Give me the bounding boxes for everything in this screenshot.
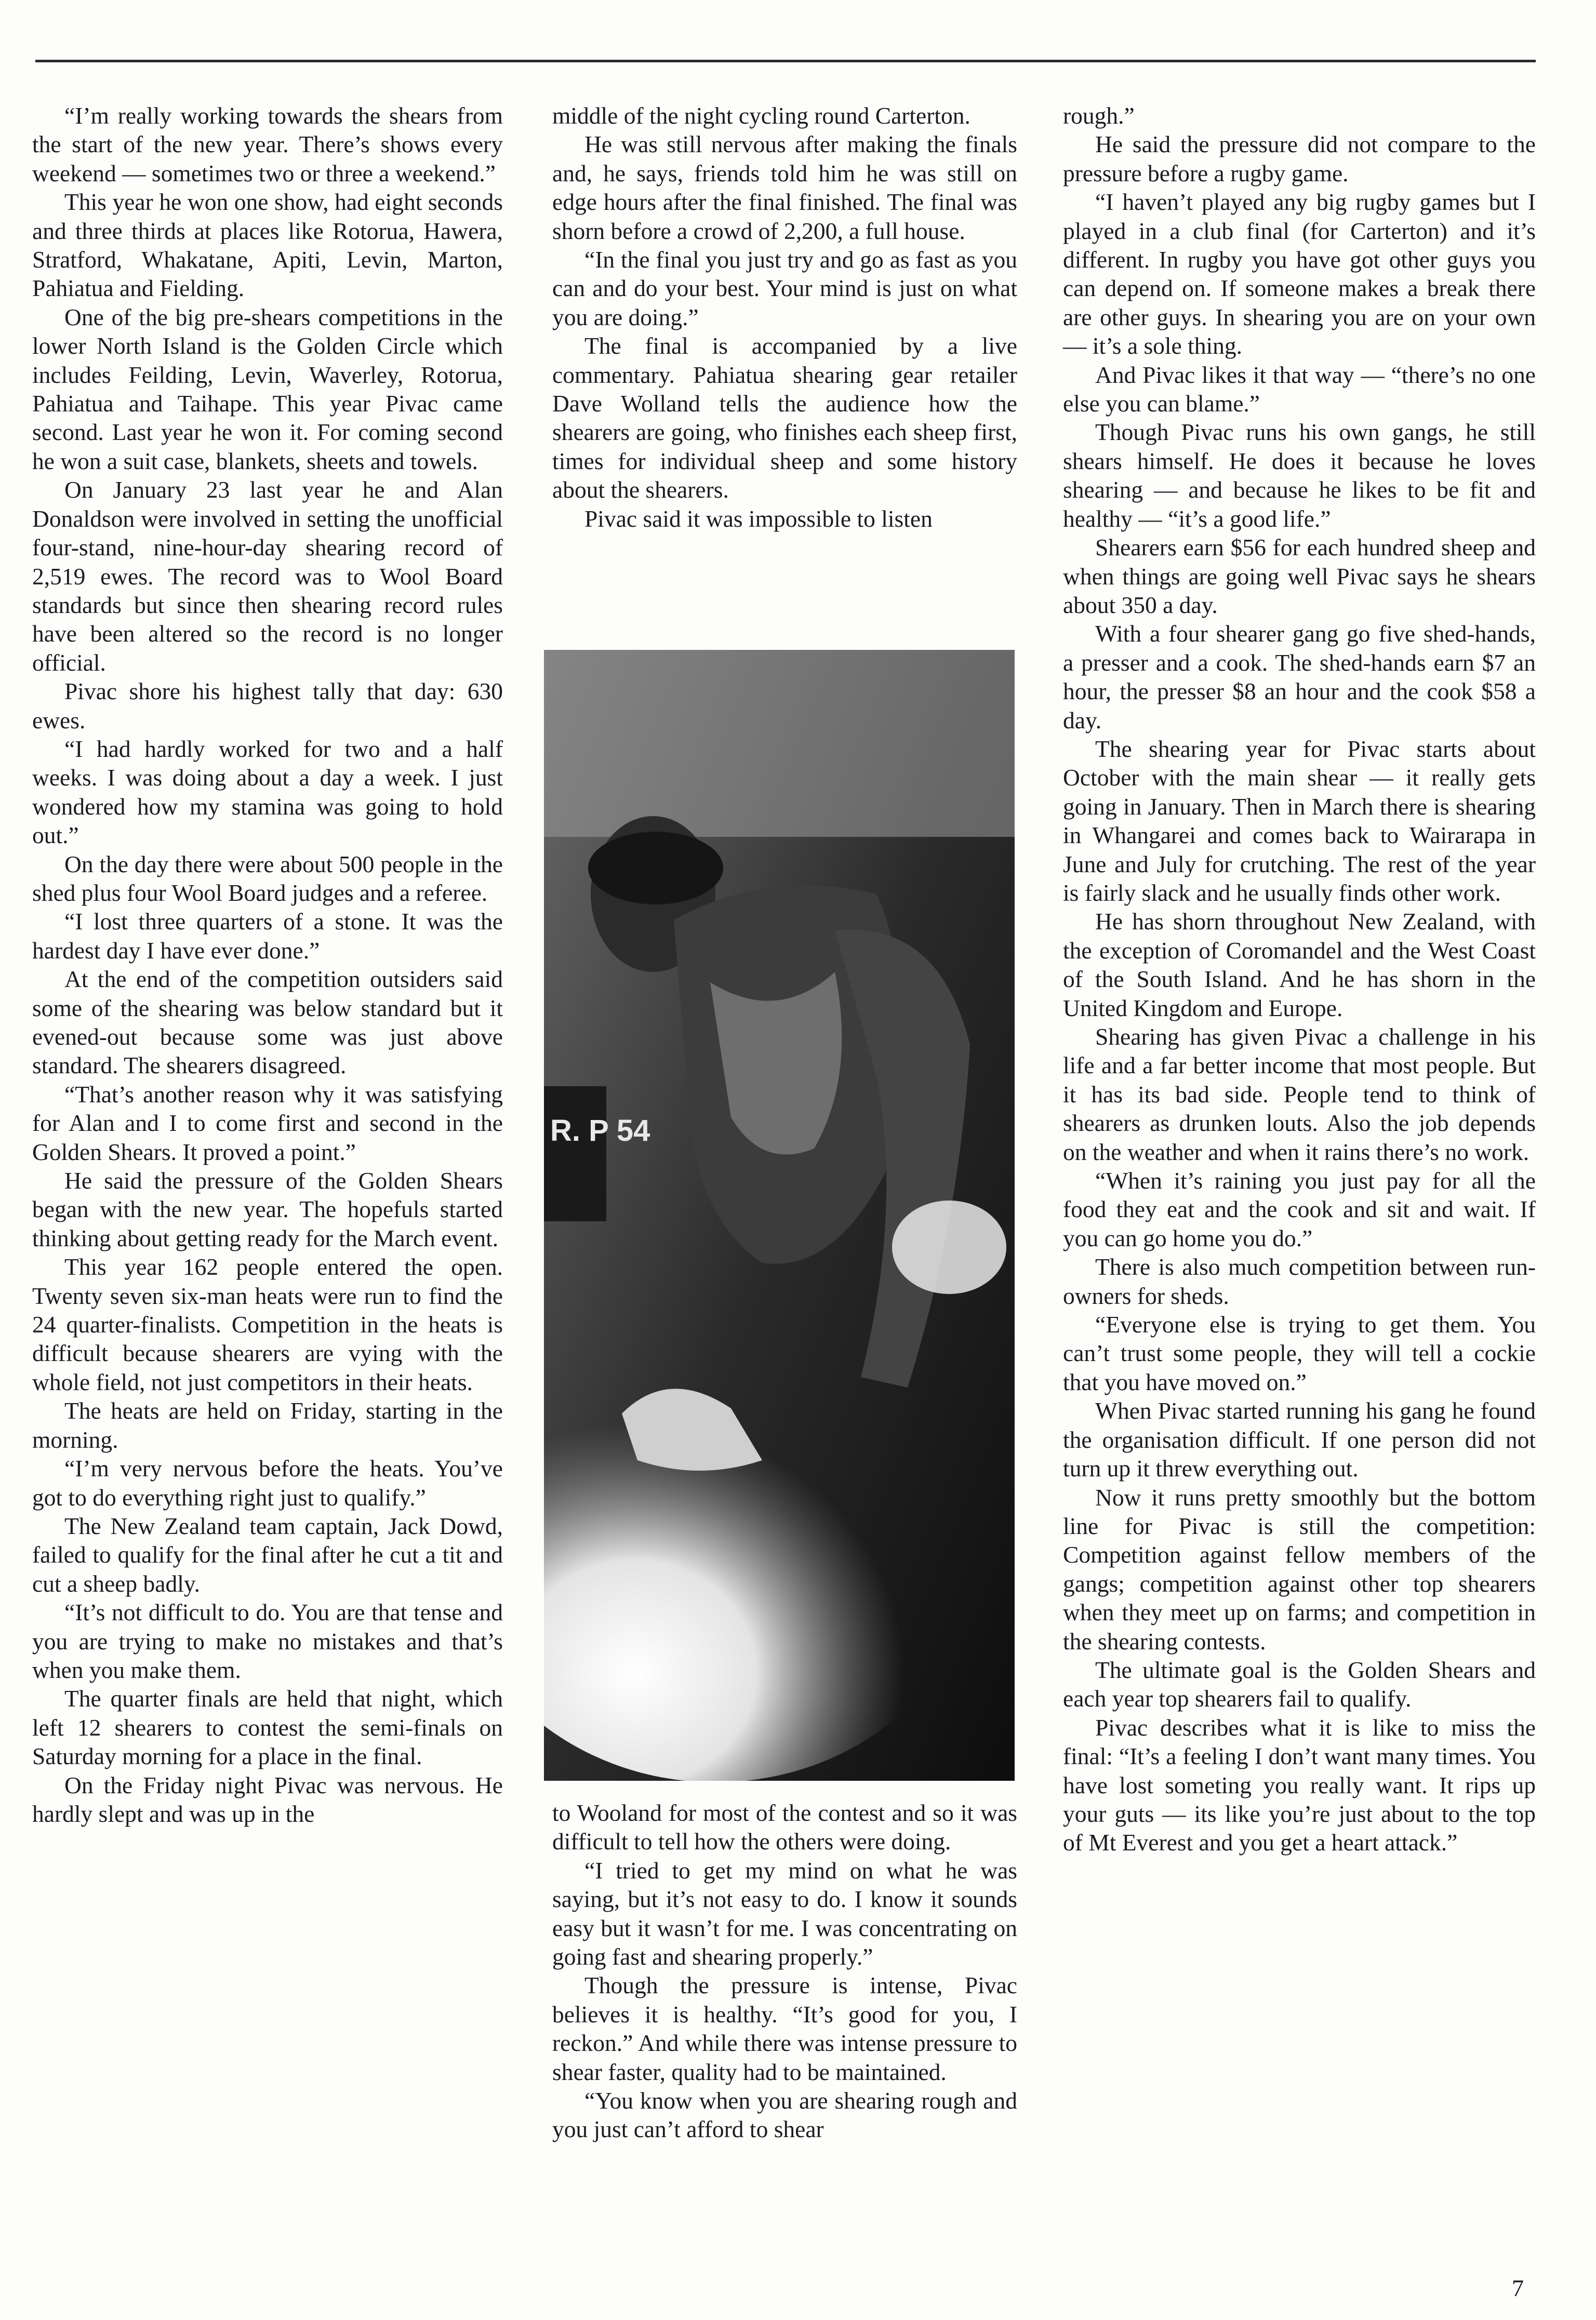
paragraph: middle of the night cycling round Carterton. <box>552 102 970 129</box>
paragraph: rough.” <box>1063 102 1135 129</box>
paragraph: “It’s not difficult to do. You are that tense and you are trying to make no mistakes and that’s when you make them. <box>32 1599 503 1683</box>
article-column-2-bottom <box>552 1798 1017 2144</box>
paragraph: Pivac said it was impossible to listen <box>584 505 933 532</box>
paragraph: There is also much competition between run-owners for sheds. <box>1063 1254 1536 1309</box>
paragraph: “When it’s raining you just pay for all the food they eat and the cook and sit and wait. If you can go home you do.” <box>1063 1167 1536 1251</box>
paragraph: When Pivac started running his gang he found the organisation difficult. If one person did not turn up it threw everything out. <box>1063 1397 1536 1482</box>
paragraph: On January 23 last year he and Alan Donaldson were involved in setting the unofficial four-stand, nine-hour-day shearing record of 2,519 ewes. The record was to Wool Board standards but since then shearing record rules have been altered so the record is no longer official. <box>32 476 503 676</box>
paragraph: The heats are held on Friday, starting in the morning. <box>32 1397 503 1453</box>
paragraph: “Everyone else is trying to get them. You can’t trust some people, they will tell a cockie that you have moved on.” <box>1063 1311 1536 1395</box>
article-column-2-top <box>552 101 1017 533</box>
paragraph: “That’s another reason why it was satisfying for Alan and I to come first and second in the Golden Shears. It proved a point.” <box>32 1081 503 1165</box>
paragraph: “You know when you are shearing rough and you just can’t afford to shear <box>552 2087 1017 2143</box>
paragraph: The New Zealand team captain, Jack Dowd, failed to qualify for the final after he cut a tit and cut a sheep badly. <box>32 1512 503 1597</box>
paragraph: He said the pressure of the Golden Shears began with the new year. The hopefuls started thinking about getting ready for the March event. <box>32 1167 503 1251</box>
paragraph: Though Pivac runs his own gangs, he still shears himself. He does it because he loves shearing — and because he likes to be fit and healthy — “it’s a good life.” <box>1063 419 1536 532</box>
paragraph: “I lost three quarters of a stone. It was the hardest day I have ever done.” <box>32 908 503 964</box>
top-rule <box>35 60 1536 62</box>
article-column-1 <box>32 101 503 1828</box>
paragraph: Now it runs pretty smoothly but the bottom line for Pivac is still the competition: Competition against fellow members of the gangs; competition against other top shearers when they meet up on farms; and competition in the shearing contests. <box>1063 1484 1536 1655</box>
paragraph: The final is accompanied by a live commentary. Pahiatua shearing gear retailer Dave Wolland tells the audience how the shearers are going, who finishes each sheep first, times for individual sheep and some history about the shearers. <box>552 332 1017 503</box>
paragraph: On the day there were about 500 people in the shed plus four Wool Board judges and a referee. <box>32 850 503 906</box>
paragraph: This year 162 people entered the open. Twenty seven six-man heats were run to find the 24 quarter-finalists. Competition in the heats is difficult because shearers are vying with the whole field, not just competitors in their heats. <box>32 1254 503 1395</box>
paragraph: Pivac shore his highest tally that day: 630 ewes. <box>32 678 503 734</box>
shearer-photo-image <box>544 650 1015 1781</box>
paragraph: With a four shearer gang go five shed-hands, a presser and a cook. The shed-hands earn $7 an hour, the presser $8 an hour and the cook $58 a day. <box>1063 620 1536 734</box>
paragraph: “I haven’t played any big rugby games but I played in a club final (for Carterton) and it’s different. In rugby you have got other guys you can depend on. If someone makes a break there are other guys. In shearing you are on your own — it’s a sole thing. <box>1063 189 1536 359</box>
paragraph: to Wooland for most of the contest and so it was difficult to tell how the others were doing. <box>552 1799 1017 1855</box>
paragraph: He said the pressure did not compare to the pressure before a rugby game. <box>1063 131 1536 186</box>
paragraph: And Pivac likes it that way — “there’s no one else you can blame.” <box>1063 361 1536 417</box>
paragraph: Shearers earn $56 for each hundred sheep and when things are going well Pivac says he shears about 350 a day. <box>1063 534 1536 618</box>
paragraph: This year he won one show, had eight seconds and three thirds at places like Rotorua, Hawera, Stratford, Whakatane, Apiti, Levin, Marton, Pahiatua and Fielding. <box>32 189 503 302</box>
sign-text: R. P 54 <box>550 1114 650 1148</box>
paragraph: The ultimate goal is the Golden Shears and each year top shearers fail to qualify. <box>1063 1656 1536 1712</box>
page-number: 7 <box>1512 2275 1524 2301</box>
paragraph: One of the big pre-shears competitions in the lower North Island is the Golden Circle which includes Feilding, Levin, Waverley, Rotorua, Pahiatua and Taihape. This year Pivac came second. Last year he won it. For coming second he won a suit case, blankets, sheets and towels. <box>32 303 503 474</box>
paragraph: At the end of the competition outsiders said some of the shearing was below standard but it evened-out because some was just above standard. The shearers disagreed. <box>32 966 503 1079</box>
paragraph: “I tried to get my mind on what he was saying, but it’s not easy to do. I know it sounds easy but it wasn’t for me. I was concentrating on going fast and shearing properly.” <box>552 1857 1017 1970</box>
paragraph: “In the final you just try and go as fast as you can and do your best. Your mind is just on what you are doing.” <box>552 246 1017 330</box>
paragraph: On the Friday night Pivac was nervous. He hardly slept and was up in the <box>32 1771 503 1827</box>
shearer-photo <box>544 650 1015 1781</box>
paragraph: Pivac describes what it is like to miss the final: “It’s a feeling I don’t want many times. You have lost someting you really want. It rips up your guts — its like you’re just about to the top of Mt Everest and you get a heart attack.” <box>1063 1714 1536 1856</box>
paragraph: Shearing has given Pivac a challenge in his life and a far better income that most people. But it has its bad side. People tend to think of shearers as drunken louts. Also the job depends on the weather and when it rains there’s no work. <box>1063 1023 1536 1165</box>
paragraph: He was still nervous after making the finals and, he says, friends told him he was still on edge hours after the final finished. The final was shorn before a crowd of 2,200, a full house. <box>552 131 1017 244</box>
paragraph: “I’m really working towards the shears from the start of the new year. There’s shows every weekend — sometimes two or three a weekend.” <box>32 102 503 186</box>
article-column-3 <box>1063 101 1536 1857</box>
paragraph: The quarter finals are held that night, which left 12 shearers to contest the semi-finals on Saturday morning for a place in the final. <box>32 1685 503 1770</box>
paragraph: He has shorn throughout New Zealand, with the exception of Coromandel and the West Coast of the South Island. And he has shorn in the United Kingdom and Europe. <box>1063 908 1536 1021</box>
paragraph: The shearing year for Pivac starts about October with the main shear — it really gets going in January. Then in March there is shearing in Whangarei and comes back to Wairarapa in June and July for crutching. The rest of the year is fairly slack and he usually finds other work. <box>1063 735 1536 906</box>
paragraph: Though the pressure is intense, Pivac believes it is healthy. “It’s good for you, I reckon.” And while there was intense pressure to shear faster, quality had to be maintained. <box>552 1972 1017 2085</box>
paragraph: “I’m very nervous before the heats. You’ve got to do everything right just to qualify.” <box>32 1455 503 1511</box>
paragraph: “I had hardly worked for two and a half weeks. I was doing about a day a week. I just wondered how my stamina was going to hold out.” <box>32 735 503 849</box>
